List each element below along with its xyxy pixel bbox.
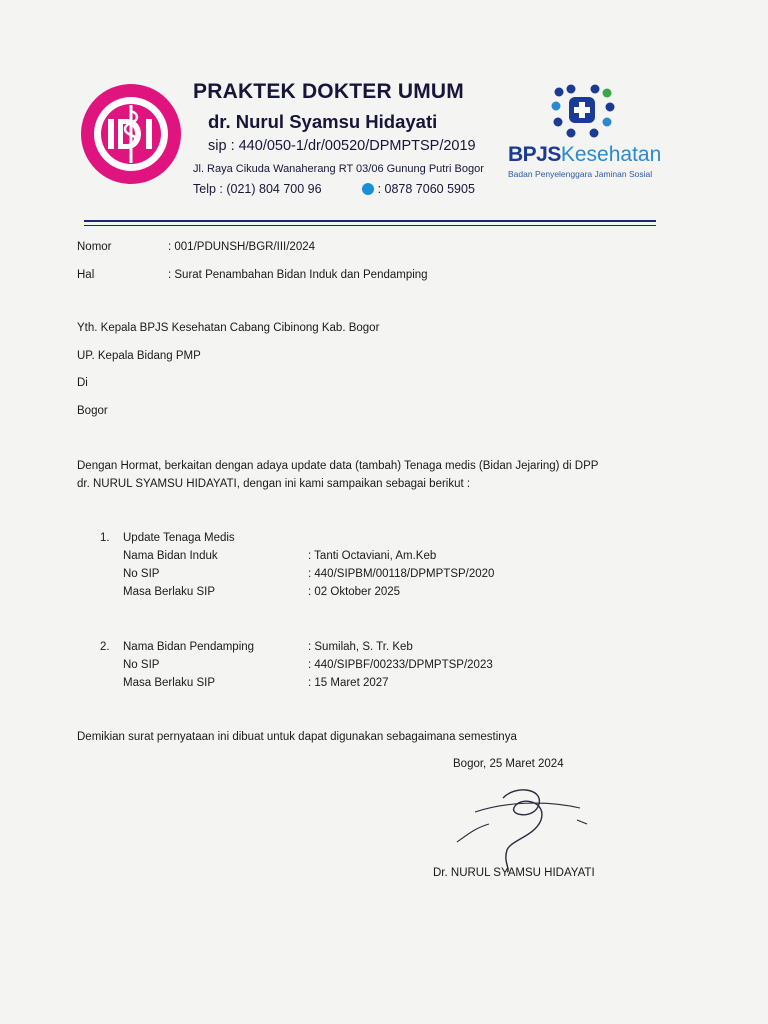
intro-paragraph: dr. NURUL SYAMSU HIDAYATI, dengan ini kami sampaikan sebagai berikut : [77, 478, 471, 490]
signature [445, 780, 595, 875]
intro-paragraph: Dengan Hormat, berkaitan dengan adaya update data (tambah) Tenaga medis (Bidan Jejaring) di DPP [77, 460, 599, 472]
item-heading: Update Tenaga Medis [123, 532, 235, 544]
bpjs-emblem [547, 82, 617, 140]
hal-label: Hal [77, 269, 95, 281]
whatsapp-icon [362, 183, 374, 195]
contact-line [193, 182, 475, 196]
closing-paragraph: Demikian surat pernyataan ini dibuat untuk dapat digunakan sebagaimana semestinya [77, 731, 517, 743]
hal-value: : Surat Penambahan Bidan Induk dan Pendamping [168, 269, 428, 281]
item-value: : 15 Maret 2027 [308, 677, 389, 689]
nomor-label: Nomor [77, 241, 112, 253]
item-label: Masa Berlaku SIP [123, 586, 216, 598]
whatsapp-number: : 0878 7060 5905 [377, 182, 475, 196]
recipient-line: Di [77, 377, 88, 389]
doctor-sip: sip : 440/050-1/dr/00520/DPMPTSP/2019 [208, 138, 476, 154]
doctor-name: dr. Nurul Syamsu Hidayati [208, 111, 438, 132]
clinic-address: Jl. Raya Cikuda Wanaherang RT 03/06 Gunung Putri Bogor [193, 163, 484, 175]
clinic-title: PRAKTEK DOKTER UMUM [193, 80, 464, 103]
bpjs-wordmark: BPJSKesehatan [508, 143, 662, 166]
item-number: 1. [100, 532, 110, 544]
item-value: : Sumilah, S. Tr. Keb [308, 641, 413, 653]
item-label: Masa Berlaku SIP [123, 677, 216, 689]
recipient-line: UP. Kepala Bidang PMP [77, 350, 201, 362]
item-label: Nama Bidan Induk [123, 550, 218, 562]
signatory-name: Dr. NURUL SYAMSU HIDAYATI [433, 867, 595, 879]
item-number: 2. [100, 641, 110, 653]
item-value: : 02 Oktober 2025 [308, 586, 401, 598]
item-label: Nama Bidan Pendamping [123, 641, 255, 653]
phone-number: Telp : (021) 804 700 96 [193, 182, 322, 196]
nomor-value: : 001/PDUNSH/BGR/III/2024 [168, 241, 316, 253]
idi-logo [80, 83, 182, 185]
recipient-line: Yth. Kepala BPJS Kesehatan Cabang Cibinong Kab. Bogor [77, 322, 380, 334]
bpjs-subtitle: Badan Penyelenggara Jaminan Sosial [508, 169, 653, 179]
item-label: No SIP [123, 659, 160, 671]
header-divider-thin [84, 225, 656, 226]
place-date: Bogor, 25 Maret 2024 [453, 758, 564, 770]
item-value: : 440/SIPBM/00118/DPMPTSP/2020 [308, 568, 495, 580]
item-label: No SIP [123, 568, 160, 580]
recipient-line: Bogor [77, 405, 108, 417]
item-value: : 440/SIPBF/00233/DPMPTSP/2023 [308, 659, 493, 671]
header-divider [84, 220, 656, 222]
item-value: : Tanti Octaviani, Am.Keb [308, 550, 437, 562]
